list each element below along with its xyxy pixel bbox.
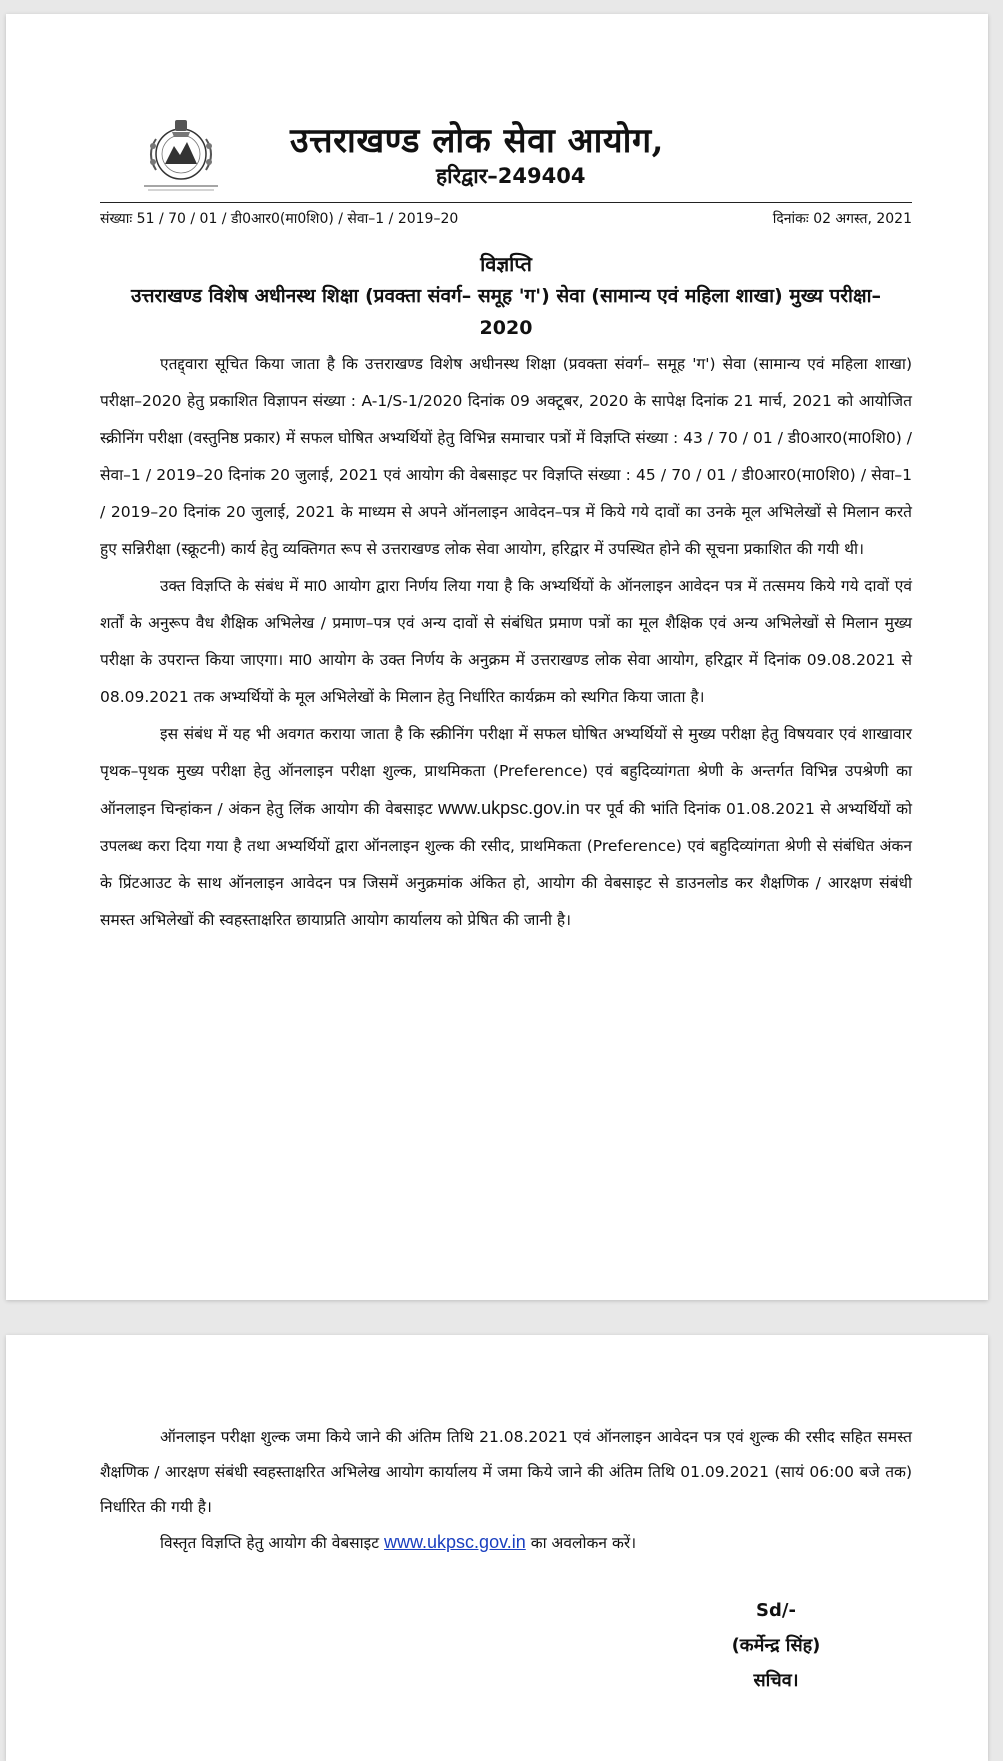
website-text: www.ukpsc.gov.in: [438, 798, 580, 818]
notice-page-2: [6, 1335, 988, 1761]
reference-line: [100, 202, 912, 228]
organization-name: उत्तराखण्ड लोक सेवा आयोग,: [290, 121, 664, 161]
signatory-name: (कर्मेन्द्र सिंह): [731, 1635, 821, 1656]
paragraph-2: उक्त विज्ञप्ति के संबंध में मा0 आयोग द्वारा निर्णय लिया गया है कि अभ्यर्थियों के ऑनलाइन आवेदन पत्र में तत्समय किये गये दावों एवं शर्तों के अनुरूप वैध शैक्षिक अभिलेख / प्रमाण–पत्र एवं अन्य दावों से संबंधित प्रमाण पत्रों का मूल शैक्षिक एवं अन्य अभिलेखों से मिलान मुख्य परीक्षा के उपरान्त किया जाएगा। मा0 आयोग के उक्त निर्णय के अनुक्रम में उत्तराखण्ड लोक सेवा आयोग, हरिद्वार में दिनांक 09.08.2021 से 08.09.2021 तक अभ्यर्थियों के मूल अभिलेखों के मिलान हेतु निर्धारित कार्यक्रम को स्थगित किया जाता है।: [100, 577, 912, 706]
paragraph-5: [100, 1525, 912, 1561]
paragraph-5-suffix: का अवलोकन करें।: [525, 1534, 637, 1552]
signature-mark: Sd/-: [756, 1600, 796, 1621]
paragraph-3: [100, 716, 912, 939]
notice-page-1: [6, 14, 988, 1300]
website-link[interactable]: www.ukpsc.gov.in: [384, 1532, 526, 1552]
signatory-designation: सचिव।: [753, 1670, 799, 1691]
organization-city: हरिद्वार–249404: [436, 164, 586, 188]
letterhead: [136, 106, 956, 202]
notice-body-continued: [100, 1420, 912, 1561]
commission-emblem-icon: [136, 106, 226, 194]
signature-block: [696, 1593, 856, 1698]
notice-body: [100, 346, 912, 939]
paragraph-5-prefix: विस्तृत विज्ञप्ति हेतु आयोग की वेबसाइट: [160, 1534, 385, 1552]
notice-title: विज्ञप्ति: [480, 252, 532, 276]
paragraph-1: एतद्द्वारा सूचित किया जाता है कि उत्तराखण्ड विशेष अधीनस्थ शिक्षा (प्रवक्ता संवर्ग– समूह 'ग') सेवा (सामान्य एवं महिला शाखा) परीक्षा–2020 हेतु प्रकाशित विज्ञापन संख्या : A-1/S-1/2020 दिनांक 09 अक्टूबर, 2020 के सापेक्ष दिनांक 21 मार्च, 2021 को आयोजित स्क्रीनिंग परीक्षा (वस्तुनिष्ठ प्रकार) में सफल घोषित अभ्यर्थियों हेतु विभिन्न समाचार पत्रों में विज्ञप्ति संख्या : 43 / 70 / 01 / डी0आर0(मा0शि0) / सेवा–1 / 2019–20 दिनांक 20 जुलाई, 2021 एवं आयोग की वेबसाइट पर विज्ञप्ति संख्या : 45 / 70 / 01 / डी0आर0(मा0शि0) / सेवा–1 / 2019–20 दिनांक 20 जुलाई, 2021 के माध्यम से अपने ऑनलाइन आवेदन–पत्र में किये गये दावों का उनके मूल अभिलेखों से मिलान करते हुए सन्निरीक्षा (स्क्रूटनी) कार्य हेतु व्यक्तिगत रूप से उत्तराखण्ड लोक सेवा आयोग, हरिद्वार में उपस्थित होने की सूचना प्रकाशित की गयी थी।: [100, 355, 912, 558]
paragraph-3-text-start: इस संबंध में यह भी अवगत कराया जाता है कि स्क्रीनिंग परीक्षा में सफल घोषित अभ्यर्थियों से मुख्य परीक्षा हेतु विषयवार एवं शाखावार पृथक–पृथक मुख्य परीक्षा हेतु ऑनलाइन परीक्षा शुल्क, प्राथमिकता (Preference) एवं बहुदिव्यांगता श्रेणी के अन्तर्गत विभिन्न उपश्रेणी का ऑनलाइन चिन्हांकन / अंकन हेतु लिंक आयोग की वेबसाइट: [100, 725, 912, 818]
paragraph-3-text-end: पर पूर्व की भांति दिनांक 01.08.2021 से अभ्यर्थियों को उपलब्ध करा दिया गया है तथा अभ्यर्थियों द्वारा ऑनलाइन शुल्क की रसीद, प्राथमिकता (Preference) एवं बहुदिव्यांगता श्रेणी से संबंधित अंकन के प्रिंटआउट के साथ ऑनलाइन आवेदन पत्र जिसमें अनुक्रमांक अंकित हो, आयोग की वेबसाइट से डाउनलोड कर शैक्षणिक / आरक्षण संबंधी समस्त अभिलेखों की स्वहस्ताक्षरित छायाप्रति आयोग कार्यालय को प्रेषित की जानी है।: [100, 800, 912, 929]
paragraph-4: ऑनलाइन परीक्षा शुल्क जमा किये जाने की अंतिम तिथि 21.08.2021 एवं ऑनलाइन आवेदन पत्र एवं शुल्क की रसीद सहित समस्त शैक्षणिक / आरक्षण संबंधी स्वहस्ताक्षरित अभिलेख आयोग कार्यालय में जमा किये जाने की अंतिम तिथि 01.09.2021 (सायं 06:00 बजे तक) निर्धारित की गयी है।: [100, 1428, 912, 1516]
notice-date: दिनांकः 02 अगस्त, 2021: [772, 211, 912, 227]
notice-subject: उत्तराखण्ड विशेष अधीनस्थ शिक्षा (प्रवक्ता संवर्ग– समूह 'ग') सेवा (सामान्य एवं महिला शाखा) मुख्य परीक्षा– 2020: [130, 285, 882, 339]
reference-number: संख्याः 51 / 70 / 01 / डी0आर0(मा0शि0) / सेवा–1 / 2019–20: [100, 211, 459, 227]
